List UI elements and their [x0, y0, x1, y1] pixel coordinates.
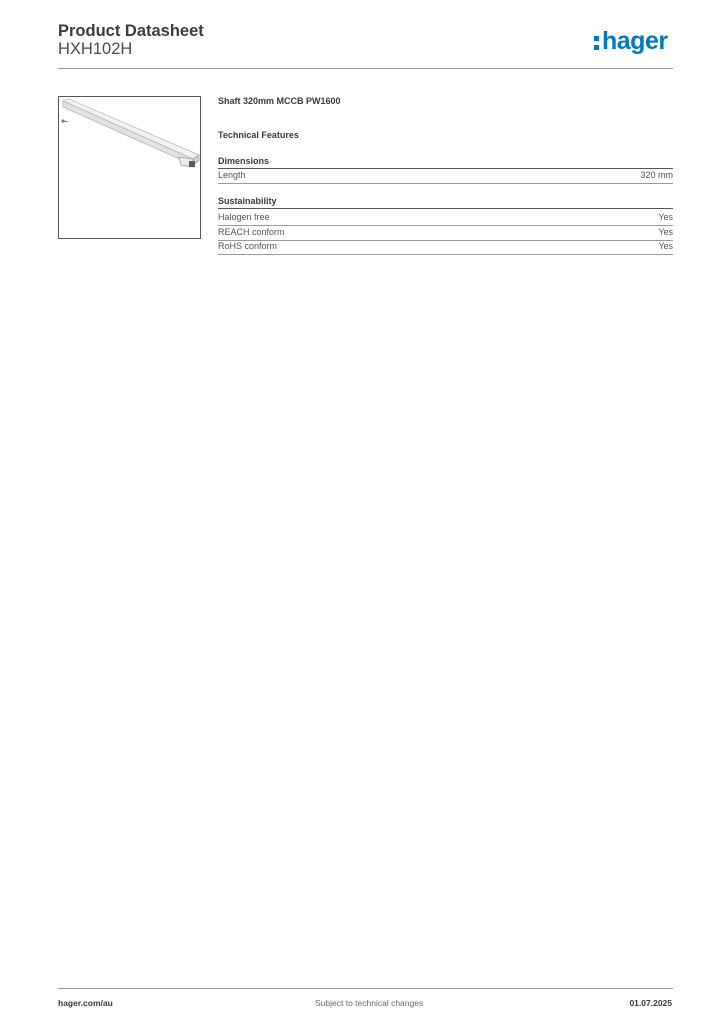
spec-label: Length	[218, 170, 246, 180]
footer-date: 01.07.2025	[629, 998, 672, 1008]
spec-row	[218, 226, 673, 241]
footer-website-link[interactable]: hager.com/au	[58, 998, 113, 1008]
technical-features-title: Technical Features	[218, 130, 299, 140]
hager-logo	[592, 26, 674, 56]
spec-value: 320 mm	[640, 170, 673, 180]
spec-label: REACH conform	[218, 227, 285, 237]
footer-divider	[58, 988, 673, 989]
spec-value: Yes	[658, 212, 673, 222]
group-title-sustainability: Sustainability	[218, 196, 673, 209]
product-name: Shaft 320mm MCCB PW1600	[218, 96, 341, 106]
logo-dot-icon	[594, 45, 599, 50]
footer-notice: Subject to technical changes	[315, 998, 424, 1008]
shaft-product-image	[59, 97, 200, 238]
group-title-dimensions: Dimensions	[218, 156, 673, 169]
product-code: HXH102H	[58, 40, 133, 58]
spec-row	[218, 211, 673, 226]
spec-value: Yes	[658, 227, 673, 237]
spec-value: Yes	[658, 241, 673, 251]
product-image-frame	[58, 96, 201, 239]
header-divider	[58, 68, 673, 69]
spec-row	[218, 169, 673, 184]
spec-row	[218, 240, 673, 255]
spec-label: RoHS conform	[218, 241, 278, 251]
logo-dot-icon	[594, 36, 599, 41]
spec-label: Halogen free	[218, 212, 270, 222]
logo-text: hager	[602, 27, 668, 55]
page-title: Product Datasheet	[58, 22, 204, 40]
